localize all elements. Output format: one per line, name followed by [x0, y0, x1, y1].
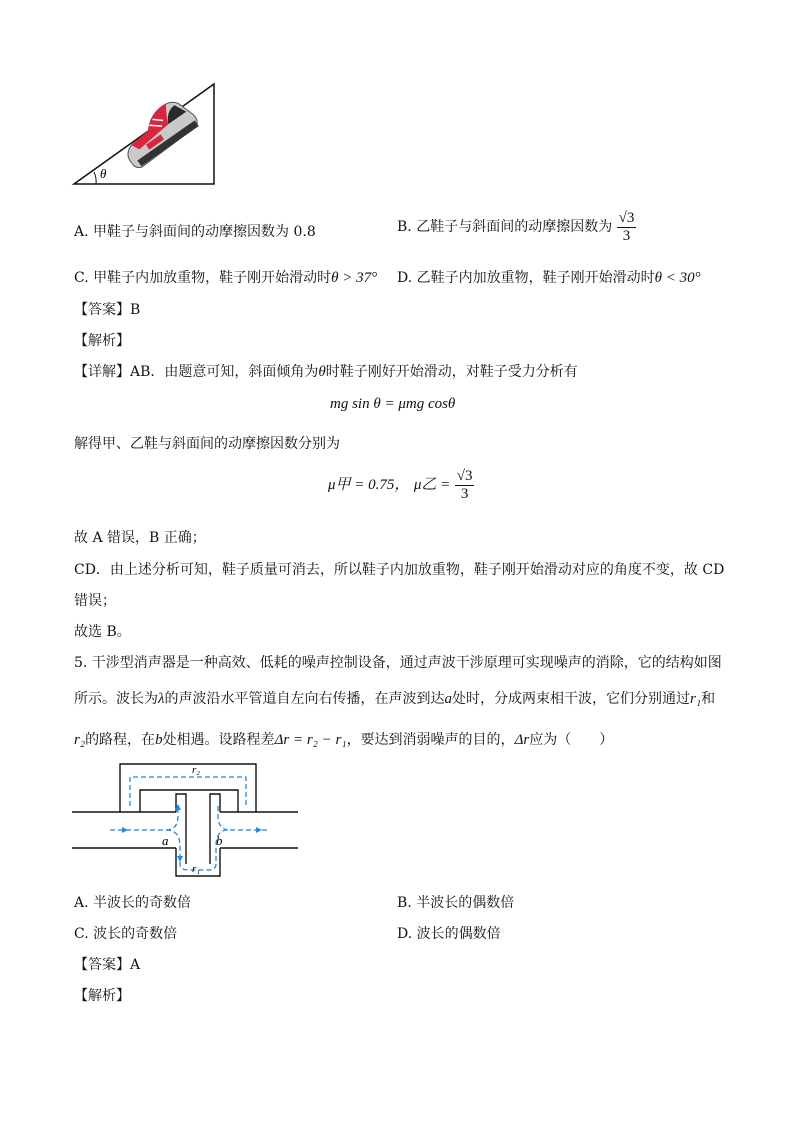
- q5-line-2-b: 的声波沿水平管道自左向右传播，在声波到达: [164, 691, 445, 707]
- muffler-pipe-figure: [70, 760, 305, 880]
- q5-line-2-a: 所示。波长为: [74, 691, 158, 707]
- q5-line-2-d: 和: [701, 691, 716, 707]
- shoe-illustration: [115, 94, 201, 170]
- fraction-denominator: 3: [460, 485, 469, 502]
- analysis-label-q5: 【解析】: [74, 988, 130, 1004]
- detail-line-1-a: 【详解】AB．由题意可知，斜面倾角为: [74, 364, 319, 380]
- incline-figure: [70, 80, 220, 190]
- mu-results: [328, 468, 474, 502]
- detail-line-1: [74, 361, 578, 381]
- label-r2: r₂: [192, 764, 201, 776]
- detail-line-4: CD．由上述分析可知，鞋子质量可消去，所以鞋子内加放重物，鞋子刚开始滑动对应的角度不变，故 CD: [74, 562, 725, 578]
- detail-line-5: 错误；: [74, 593, 116, 609]
- point-a-symbol: a: [444, 691, 452, 707]
- fraction-numerator: √3: [456, 468, 473, 484]
- option-b-q4-fraction: [617, 210, 637, 244]
- delta-r-symbol: Δr: [514, 732, 530, 748]
- option-d-q4-math: θ < 30°: [654, 270, 701, 286]
- theta-label: θ: [100, 166, 107, 181]
- q5-line-1: 5. 干涉型消声器是一种高效、低耗的噪声控制设备，通过声波干涉原理可实现噪声的消除，它的结构如图: [74, 655, 722, 671]
- option-d-q4-text: D. 乙鞋子内加放重物，鞋子刚开始滑动时: [397, 270, 655, 286]
- option-c-q5: C. 波长的奇数倍: [74, 926, 178, 942]
- label-r1: r₁: [192, 863, 201, 875]
- point-b-symbol: b: [155, 732, 163, 748]
- r1-symbol: r₁: [690, 691, 702, 707]
- lambda-symbol: λ: [158, 691, 165, 707]
- mu-jia: μ甲 = 0.75，: [328, 477, 410, 493]
- q5-line-3-d: 应为（ ）: [529, 732, 614, 748]
- detail-line-6: 故选 B。: [74, 624, 131, 640]
- option-b-q4: [397, 210, 636, 244]
- path-difference-equation: Δr = r₂ − r₁: [274, 732, 347, 748]
- option-a-q5: A. 半波长的奇数倍: [74, 895, 192, 911]
- theta-symbol: θ: [318, 364, 326, 380]
- detail-line-2: 解得甲、乙鞋与斜面间的动摩擦因数分别为: [74, 436, 340, 452]
- option-d-q5: D. 波长的偶数倍: [397, 926, 501, 942]
- mu-yi-fraction: [455, 468, 475, 502]
- answer-q5: 【答案】A: [74, 957, 141, 973]
- option-b-q4-text: B. 乙鞋子与斜面间的动摩擦因数为: [397, 219, 613, 235]
- label-b: b: [216, 833, 223, 848]
- option-c-q4-math: θ > 37°: [331, 270, 378, 286]
- fraction-numerator: √3: [618, 210, 635, 226]
- fraction-denominator: 3: [622, 227, 631, 244]
- q5-line-3-a: 的路程，在: [85, 732, 156, 748]
- q5-line-3-c: ，要达到消弱噪声的目的，: [346, 732, 515, 748]
- detail-line-1-b: 时鞋子刚好开始滑动，对鞋子受力分析有: [325, 364, 578, 380]
- analysis-label-q4: 【解析】: [74, 333, 130, 349]
- label-a: a: [162, 833, 169, 848]
- q5-line-3-b: 处相遇。设路程差: [162, 732, 275, 748]
- mu-yi: μ乙 =: [413, 477, 451, 493]
- answer-q4: 【答案】B: [74, 302, 141, 318]
- q5-line-2-c: 处时，分成两束相干波，它们分别通过: [452, 691, 690, 707]
- option-a-q4: A. 甲鞋子与斜面间的动摩擦因数为 0.8: [74, 224, 316, 240]
- r2-symbol: r₂: [74, 732, 86, 748]
- detail-line-3: 故 A 错误，B 正确；: [74, 530, 206, 546]
- q5-line-3: [74, 729, 613, 749]
- option-c-q4: [74, 267, 377, 287]
- option-d-q4: [397, 267, 701, 287]
- option-b-q5: B. 半波长的偶数倍: [397, 895, 515, 911]
- friction-equation: mg sin θ = μmg cosθ: [330, 396, 456, 412]
- q5-line-2: [74, 688, 715, 708]
- option-c-q4-text: C. 甲鞋子内加放重物，鞋子刚开始滑动时: [74, 270, 332, 286]
